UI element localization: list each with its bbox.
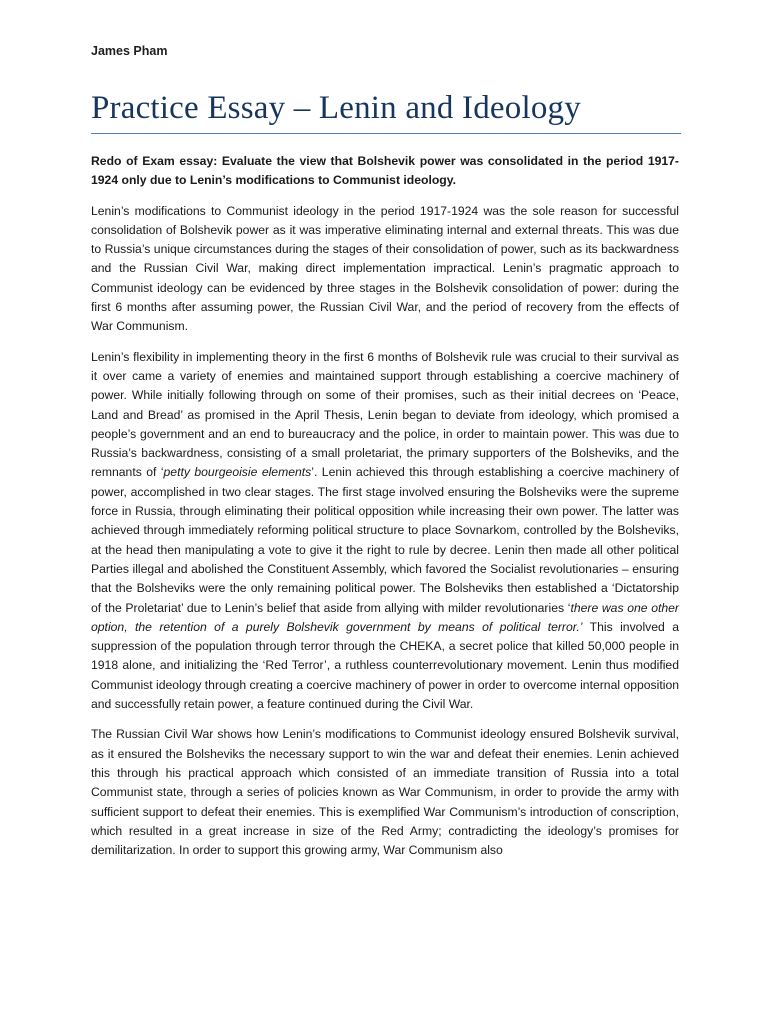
paragraph-intro: Lenin’s modifications to Communist ideology in the period 1917-1924 was the sole reason for successful consolidation of Bolshevik power as it was imperative eliminating internal and external threats. This was due to Russia’s unique circumstances during the stages of their consolidation of power, such as its backwardness and the Russian Civil War, making direct implementation impractical. Lenin’s pragmatic approach to Communist ideology can be evidenced by three stages in the Bolshevik consolidation of power: during the first 6 months after assuming power, the Russian Civil War, and the period of recovery from the effects of War Communism. xyxy=(91,203,679,334)
essay-question: Redo of Exam essay: Evaluate the view that Bolshevik power was consolidated in the period 1917-1924 only due to Lenin’s modifications to Communist ideology. xyxy=(91,154,679,188)
paragraph-civil-war: The Russian Civil War shows how Lenin’s modifications to Communist ideology ensured Bolshevik survival, as it ensured the Bolsheviks the necessary support to win the war and defeat their enemies. Lenin achieved this through his practical approach which consisted of an immediate transition of Russia into a total Communist state, through a series of policies known as War Communism, in order to provide the army with sufficient support to defeat their enemies. This is exemplified War Communism’s introduction of conscription, which resulted in a great increase in size of the Red Army; contradicting the ideology’s promises for demilitarization. In order to support this growing army, War Communism also xyxy=(91,727,679,858)
text-segment: Lenin’s flexibility in implementing theory in the first 6 months of Bolshevik rule was crucial to their survival as it over came a variety of enemies and maintained support through establishing a coercive machinery of power. While initially following through on some of their promises, such as their initial decrees on ‘Peace, Land and Bread’ as promised in the April Thesis, Lenin began to deviate from ideology, which promised a people’s government and an end to bureaucracy and the police, in order to maintain power. This was due to Russia’s backwardness, consisting of a small proletariat, the primary supporters of the Bolsheviks, and the remnants of ‘ xyxy=(91,349,679,480)
title-underline xyxy=(91,133,681,134)
author-name: James Pham xyxy=(91,44,168,58)
text-segment: ’. Lenin achieved this through establishing a coercive machinery of power, accomplished in two clear stages. The first stage involved ensuring the Bolsheviks were the supreme force in Russia, through eliminating their political opposition while increasing their own power. The latter was achieved through immediately reforming political structure to place Sovnarkom, controlled by the Bolsheviks, at the head then manipulating a vote to give it the right to rule by decree. Lenin then made all other political Parties illegal and abolished the Constituent Assembly, which favored the Socialist revolutionaries – ensuring that the Bolsheviks were the only remaining political power. The Bolsheviks then established a ‘Dictatorship of the Proletariat’ due to Lenin’s belief that aside from allying with milder revolutionaries ‘ xyxy=(91,465,679,615)
text-segment: This involved a suppression of the population through terror through the CHEKA, a secret police that killed 50,000 people in 1918 alone, and initializing the ‘Red Terror’, a ruthless counterrevolutionary movement. Lenin thus modified Communist ideology through creating a coercive machinery of power in order to overcome internal opposition and successfully retain power, a feature continued during the Civil War. xyxy=(91,619,680,712)
essay-body xyxy=(91,152,679,871)
quote-italic: there was one other option, the retention of a purely Bolshevik government by means of political terror.’ xyxy=(91,600,679,634)
paragraph-first-six-months xyxy=(91,348,679,715)
page-title: Practice Essay – Lenin and Ideology xyxy=(91,90,581,126)
quote-italic: petty bourgeoisie elements xyxy=(163,465,312,480)
